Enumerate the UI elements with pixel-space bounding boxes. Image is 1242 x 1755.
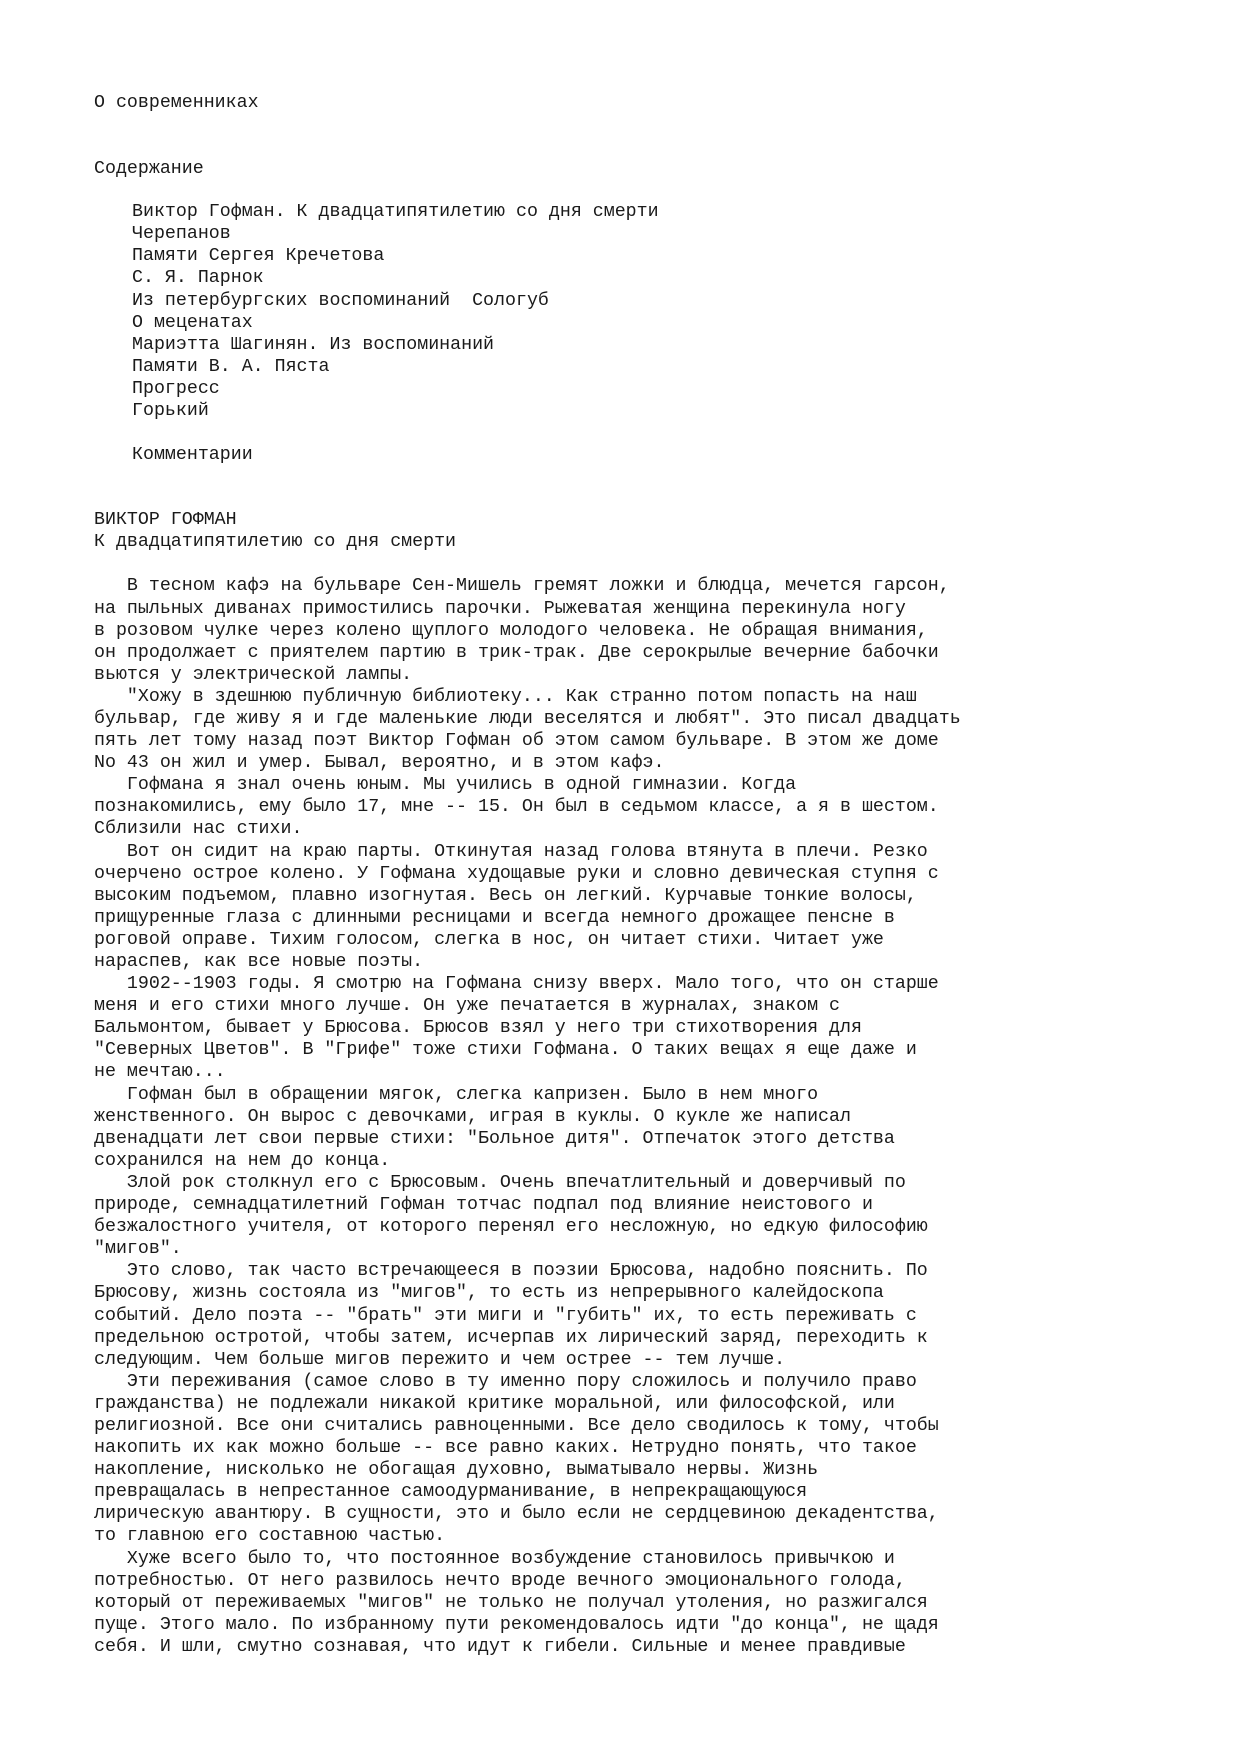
- body-text-line: "Северных Цветов". В "Грифе" тоже стихи Гофмана. О таких вещах я еще даже и: [94, 1040, 917, 1061]
- body-text-line: пуще. Этого мало. По избранному пути рекомендовалось идти "до конца", не щадя: [94, 1614, 939, 1635]
- toc-item: Памяти Сергея Кречетова: [132, 246, 385, 267]
- body-text-line: он продолжает с приятелем партию в трик-трак. Две серокрылые вечерние бабочки: [94, 642, 939, 663]
- body-text-line: сохранился на нем до конца.: [94, 1150, 391, 1171]
- body-text-line: потребностью. От него развилось нечто вроде вечного эмоционального голода,: [94, 1570, 906, 1591]
- chapter-subtitle: К двадцатипятилетию со дня смерти: [94, 532, 457, 553]
- body-text-line: 1902--1903 годы. Я смотрю на Гофмана снизу вверх. Мало того, что он старше: [94, 974, 939, 995]
- body-text-line: Хуже всего было то, что постоянное возбуждение становилось привычкою и: [94, 1548, 895, 1569]
- body-text-line: не мечтаю...: [94, 1062, 226, 1083]
- body-text-line: Гофман был в обращении мягок, слегка капризен. Было в нем много: [94, 1084, 819, 1105]
- contents-heading: Содержание: [94, 159, 204, 180]
- body-text-line: высоким подъемом, плавно изогнутая. Весь он легкий. Курчавые тонкие волосы,: [94, 885, 917, 906]
- body-text-line: "Хожу в здешнюю публичную библиотеку... Как странно потом попасть на наш: [94, 686, 917, 707]
- toc-item: Горький: [132, 401, 209, 422]
- toc-item: Виктор Гофман. К двадцатипятилетию со дня смерти: [132, 202, 659, 223]
- body-text-line: Эти переживания (самое слово в ту именно пору сложилось и получило право: [94, 1371, 917, 1392]
- toc-item: Прогресс: [132, 378, 220, 399]
- body-text-line: накопить их как можно больше -- все равно каких. Нетрудно понять, что такое: [94, 1438, 917, 1459]
- body-text-line: в розовом чулке через колено щуплого молодого человека. Не обращая внимания,: [94, 620, 928, 641]
- body-text-line: пять лет тому назад поэт Виктор Гофман об этом самом бульваре. В этом же доме: [94, 731, 939, 752]
- body-text-line: предельною остротой, чтобы затем, исчерпав их лирический заряд, переходить к: [94, 1327, 928, 1348]
- body-text-line: нараспев, как все новые поэты.: [94, 952, 424, 972]
- body-text-line: познакомились, ему было 17, мне -- 15. Он был в седьмом классе, а я в шестом.: [94, 797, 939, 818]
- body-text-line: Брюсову, жизнь состояла из "мигов", то есть из непрерывного калейдоскопа: [94, 1283, 884, 1304]
- body-text-line: который от переживаемых "мигов" не только не получал утоления, но разжигался: [94, 1592, 928, 1613]
- body-text-line: женственного. Он вырос с девочками, играя в куклы. О кукле же написал: [94, 1106, 851, 1127]
- body-text-line: прищуренные глаза с длинными ресницами и всегда немного дрожащее пенсне в: [94, 907, 895, 928]
- body-text-line: религиозной. Все они считались равноценными. Все дело сводилось к тому, чтобы: [94, 1415, 939, 1436]
- body-text-line: Сблизили нас стихи.: [94, 819, 303, 840]
- toc-item: Памяти В. А. Пяста: [132, 356, 330, 377]
- body-text-line: себя. И шли, смутно сознавая, что идут к гибели. Сильные и менее правдивые: [94, 1636, 906, 1657]
- body-text-line: Вот он сидит на краю парты. Откинутая назад голова втянута в плечи. Резко: [94, 841, 928, 862]
- body-text-line: No 43 он жил и умер. Бывал, вероятно, и в этом кафэ.: [94, 753, 665, 774]
- body-text-line: Злой рок столкнул его с Брюсовым. Очень впечатлительный и доверчивый по: [94, 1172, 906, 1193]
- toc-item: Из петербургских воспоминаний Сологуб: [132, 290, 549, 311]
- body-text-line: накопление, нисколько не обогащая духовно, выматывало нервы. Жизнь: [94, 1460, 819, 1481]
- body-text-line: на пыльных диванах примостились парочки. Рыжеватая женщина перекинула ногу: [94, 598, 906, 619]
- body-text-line: очерчено острое колено. У Гофмана худощавые руки и словно девическая ступня с: [94, 863, 939, 884]
- toc-item: Мариэтта Шагинян. Из воспоминаний: [132, 334, 495, 355]
- body-text-line: безжалостного учителя, от которого перенял его несложную, но едкую философию: [94, 1217, 928, 1238]
- body-text-line: превращалась в непрестанное самоодурманивание, в непрекращающуюся: [94, 1482, 808, 1503]
- toc-item: О меценатах: [132, 312, 253, 333]
- body-text-line: то главною его составною частью.: [94, 1526, 446, 1547]
- toc-item-comments: Комментарии: [132, 445, 253, 466]
- body-text-line: событий. Дело поэта -- "брать" эти миги и "губить" их, то есть переживать с: [94, 1305, 917, 1326]
- body-text-line: следующим. Чем больше мигов пережито и чем острее -- тем лучше.: [94, 1349, 786, 1370]
- body-text-line: В тесном кафэ на бульваре Сен-Мишель гремят ложки и блюдца, мечется гарсон,: [94, 576, 950, 597]
- body-text-line: меня и его стихи много лучше. Он уже печатается в журналах, знаком с: [94, 996, 840, 1017]
- body-text-line: вьются у электрической лампы.: [94, 664, 413, 685]
- body-text-line: лирическую авантюру. В сущности, это и было если не сердцевиною декадентства,: [94, 1504, 939, 1525]
- body-text-line: "мигов".: [94, 1239, 182, 1260]
- body-text-line: Бальмонтом, бывает у Брюсова. Брюсов взял у него три стихотворения для: [94, 1018, 862, 1039]
- body-text-line: гражданства) не подлежали никакой критике моральной, или философской, или: [94, 1393, 895, 1414]
- body-text-line: Гофмана я знал очень юным. Мы учились в одной гимназии. Когда: [94, 775, 797, 796]
- document-page: [94, 92, 1214, 1658]
- document-title: О современниках: [94, 93, 259, 113]
- chapter-title: ВИКТОР ГОФМАН: [94, 510, 237, 531]
- chapter-body: [94, 575, 1214, 1658]
- body-text-line: Это слово, так часто встречающееся в поэзии Брюсова, надобно пояснить. По: [94, 1261, 928, 1282]
- body-text-line: бульвар, где живу я и где маленькие люди веселятся и любят". Это писал двадцать: [94, 708, 961, 729]
- toc-item: С. Я. Парнок: [132, 268, 264, 289]
- body-text-line: природе, семнадцатилетний Гофман тотчас подпал под влияние неистового и: [94, 1195, 873, 1216]
- body-text-line: роговой оправе. Тихим голосом, слегка в нос, он читает стихи. Читает уже: [94, 929, 884, 950]
- table-of-contents: [94, 201, 1214, 422]
- body-text-line: двенадцати лет свои первые стихи: "Больное дитя". Отпечаток этого детства: [94, 1128, 895, 1149]
- toc-item: Черепанов: [132, 224, 231, 245]
